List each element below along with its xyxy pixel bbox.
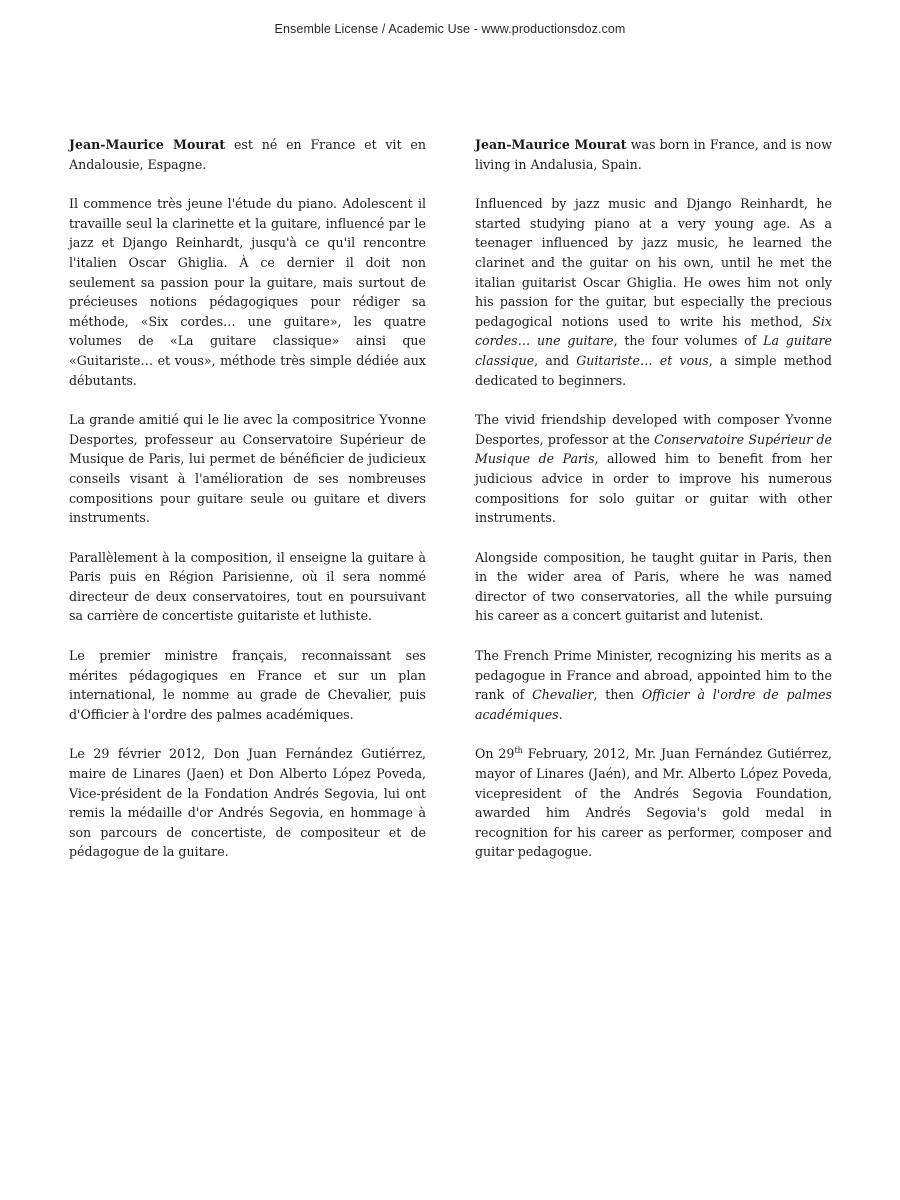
fr-paragraph-3: La grande amitié qui le lie avec la compositrice Yvonne Desportes, professeur au Conservatoire Supérieur de Musique de Paris, lui permet de bénéficier de judicieux conseils visant à l'amélioration de ses nombreuses compositions pour guitare seule ou guitare et divers instruments. (69, 412, 426, 526)
fr-paragraph-5: Le premier ministre français, reconnaissant ses mérites pédagogiques en France et sur un plan international, le nomme au grade de Chevalier, puis d'Officier à l'ordre des palmes académiques. (69, 648, 426, 722)
fr-paragraph-2: Il commence très jeune l'étude du piano. Adolescent il travaille seul la clarinette et la guitare, influencé par le jazz et Django Reinhardt, jusqu'à ce qu'il rencontre l'italien Oscar Ghiglia. À ce dernier il doit non seulement sa passion pour la guitare, mais surtout de précieuses notions pédagogiques pour rédiger sa méthode, «Six cordes… une guitare», les quatre volumes de «La guitare classique» ainsi que «Guitariste… et vous», méthode très simple dédiée aux débutants. (69, 196, 426, 388)
en-paragraph-3: The vivid friendship developed with composer Yvonne Desportes, professor at the Conservatoire Supérieur de Musique de Paris, allowed him to benefit from her judicious advice in order to improve his numerous compositions for solo guitar or guitar with other instruments. (475, 412, 832, 526)
fr-paragraph-6: Le 29 février 2012, Don Juan Fernández Gutiérrez, maire de Linares (Jaen) et Don Alberto López Poveda, Vice-président de la Fondation Andrés Segovia, lui ont remis la médaille d'or Andrés Segovia, en hommage à son parcours de concertiste, de compositeur et de pédagogue de la guitare. (69, 746, 426, 860)
en-paragraph-6: On 29th February, 2012, Mr. Juan Fernández Gutiérrez, mayor of Linares (Jaén), and Mr. Alberto López Poveda, vicepresident of the Andrés Segovia Foundation, awarded him Andrés Segovia's gold medal in recognition for his career as performer, composer and guitar pedagogue. (475, 746, 832, 860)
en-author-name: Jean-Maurice Mourat (475, 137, 627, 152)
rank-officier: Officier à l'ordre de palmes académiques (475, 687, 832, 722)
beginner-method-title: Guitariste… et vous (576, 352, 709, 368)
french-biography-column (69, 135, 426, 882)
license-watermark: Ensemble License / Academic Use - www.productionsdoz.com (274, 22, 626, 36)
ordinal-suffix: th (514, 746, 523, 756)
fr-author-name: Jean-Maurice Mourat (69, 137, 226, 152)
en-paragraph-4: Alongside composition, he taught guitar in Paris, then in the wider area of Paris, where he was named director of two conservatories, all the while pursuing his career as a concert guitarist and lutenist. (475, 549, 832, 624)
rank-chevalier: Chevalier (532, 687, 594, 703)
fr-paragraph-1: Jean-Maurice Mourat est né en France et vit en Andalousie, Espagne. (69, 137, 426, 172)
en-paragraph-2: Influenced by jazz music and Django Reinhardt, he started studying piano at a very young age. As a teenager influenced by jazz music, he learned the clarinet and the guitar on his own, until he met the italian guitarist Oscar Ghiglia. He owes him not only his passion for the guitar, but especially the precious pedagogical notions used to write his method, Six cordes… une guitare, the four volumes of La guitare classique, and Guitariste… et vous, a simple method dedicated to beginners. (475, 196, 832, 388)
book-title: La guitare classique (475, 333, 832, 368)
conservatoire-name: Conservatoire Supérieur de Musique de Paris (475, 431, 832, 467)
en-paragraph-1: Jean-Maurice Mourat was born in France, and is now living in Andalusia, Spain. (475, 137, 832, 172)
english-biography-column (475, 135, 832, 882)
method-title: Six cordes… une guitare (475, 313, 832, 349)
en-paragraph-5: The French Prime Minister, recognizing his merits as a pedagogue in France and abroad, appointed him to the rank of Chevalier, then Officier à l'ordre de palmes académiques. (475, 648, 832, 722)
fr-paragraph-4: Parallèlement à la composition, il enseigne la guitare à Paris puis en Région Parisienne, où il sera nommé directeur de deux conservatoires, tout en poursuivant sa carrière de concertiste guitariste et luthiste. (69, 549, 426, 624)
